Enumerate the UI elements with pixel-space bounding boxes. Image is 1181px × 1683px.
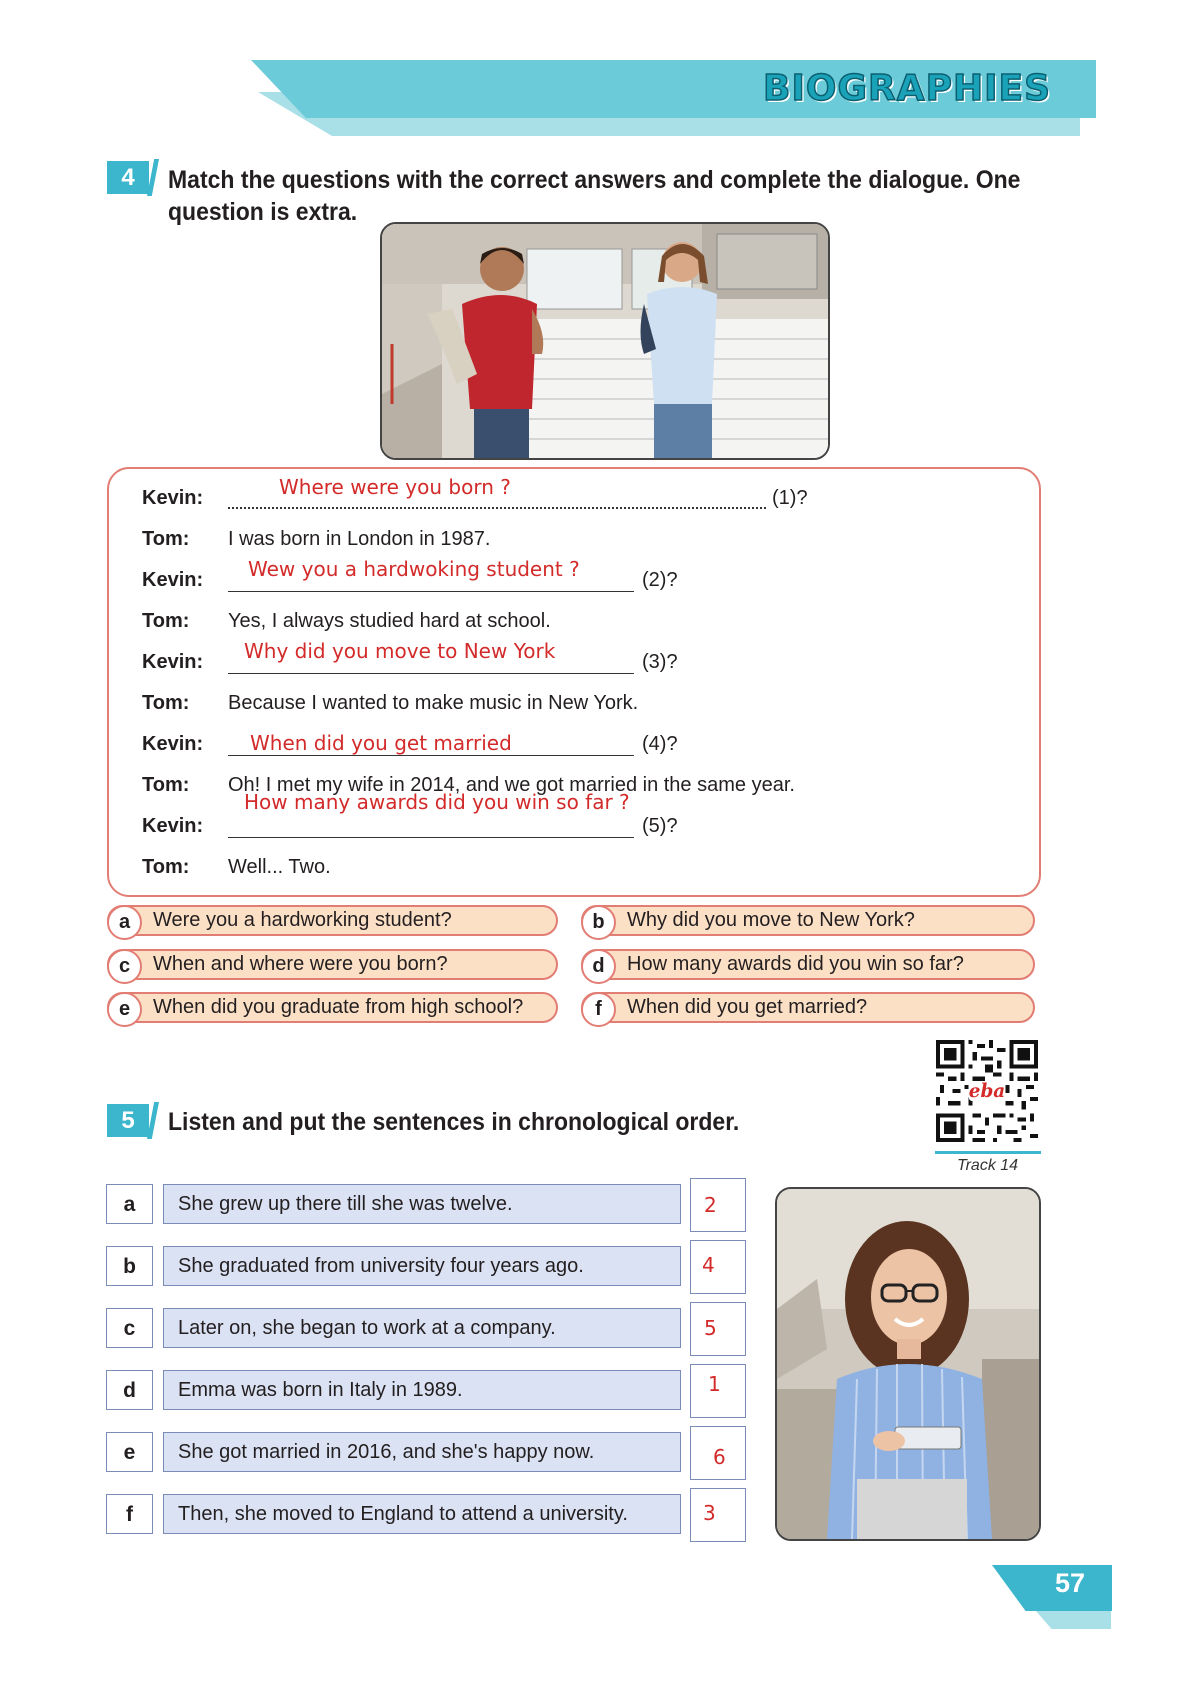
dialogue-box: [107, 467, 1041, 897]
speaker-label: Tom:: [142, 692, 190, 714]
sentence-text: She grew up there till she was twelve.: [163, 1184, 681, 1224]
speaker-label: Tom:: [142, 528, 190, 550]
exercise-4-instruction: Match the questions with the correct answers and complete the dialogue. One question is extra.: [168, 166, 1021, 226]
speaker-label: Kevin:: [142, 651, 204, 673]
dialogue-text: Well... Two.: [228, 856, 331, 878]
woman-with-tablet-photo: [775, 1187, 1041, 1541]
handwritten-order: 6: [713, 1445, 726, 1469]
dialogue-text: Because I wanted to make music in New York.: [228, 692, 639, 714]
track-label: Track 14: [957, 1157, 1019, 1174]
page-title: BIOGRAPHIES: [763, 68, 1051, 109]
qr-code-icon[interactable]: [936, 1040, 1038, 1142]
track-underline: [935, 1151, 1041, 1154]
sentence-text: Emma was born in Italy in 1989.: [163, 1370, 681, 1410]
exercise-5-badge: [107, 1104, 157, 1137]
sentence-text: She got married in 2016, and she's happy now.: [163, 1432, 681, 1472]
handwritten-order: 1: [708, 1372, 721, 1396]
option-letter: c: [107, 949, 142, 984]
blank-number: (5)?: [642, 815, 678, 837]
order-answer-box[interactable]: [690, 1488, 746, 1542]
option-letter: f: [581, 992, 616, 1027]
order-answer-box[interactable]: [690, 1302, 746, 1356]
sentence-letter: b: [106, 1246, 153, 1286]
handwritten-order: 4: [702, 1253, 715, 1277]
option-text: When did you get married?: [627, 996, 868, 1018]
sentence-letter: a: [106, 1184, 153, 1224]
handwritten-answer: When did you get married: [250, 731, 512, 755]
speaker-label: Tom:: [142, 610, 190, 632]
exercise-5-instruction: Listen and put the sentences in chronological order.: [168, 1108, 740, 1136]
option-text: When and where were you born?: [153, 953, 448, 975]
dialogue-text: I was born in London in 1987.: [228, 528, 491, 550]
page-number: 57: [1054, 1568, 1086, 1598]
option-letter: b: [581, 905, 616, 940]
blank-number: (2)?: [642, 569, 678, 591]
handwritten-order: 5: [704, 1316, 717, 1340]
speaker-label: Kevin:: [142, 487, 204, 509]
handwritten-order: 3: [703, 1501, 716, 1525]
exercise-4-badge: [107, 161, 157, 194]
exercise-number: 5: [107, 1104, 149, 1137]
order-answer-box[interactable]: [690, 1240, 746, 1294]
option-c[interactable]: [107, 949, 558, 980]
sentence-letter: c: [106, 1308, 153, 1348]
speaker-label: Tom:: [142, 856, 190, 878]
option-b[interactable]: [581, 905, 1035, 936]
speaker-label: Kevin:: [142, 815, 204, 837]
sentence-text: Later on, she began to work at a company.: [163, 1308, 681, 1348]
handwritten-answer: Where were you born ?: [279, 475, 511, 499]
handwritten-answer: Wew you a hardwoking student ?: [248, 557, 580, 581]
sentence-letter: d: [106, 1370, 153, 1410]
option-text: When did you graduate from high school?: [153, 996, 524, 1018]
speaker-label: Tom:: [142, 774, 190, 796]
blank-number: (3)?: [642, 651, 678, 673]
speaker-label: Kevin:: [142, 569, 204, 591]
sentence-letter: f: [106, 1494, 153, 1534]
option-letter: e: [107, 992, 142, 1027]
sentence-text: Then, she moved to England to attend a university.: [163, 1494, 681, 1534]
answer-blank[interactable]: [228, 815, 634, 838]
exercise-number: 4: [107, 161, 149, 194]
option-text: How many awards did you win so far?: [627, 953, 964, 975]
option-f[interactable]: [581, 992, 1035, 1023]
option-a[interactable]: [107, 905, 558, 936]
option-d[interactable]: [581, 949, 1035, 980]
blank-number: (1)?: [772, 487, 808, 509]
dialogue-text: Yes, I always studied hard at school.: [228, 610, 551, 632]
option-e[interactable]: [107, 992, 558, 1023]
order-answer-box[interactable]: [690, 1178, 746, 1232]
dialogue-text: Oh! I met my wife in 2014, and we got married in the same year.: [228, 774, 795, 796]
handwritten-order: 2: [704, 1193, 717, 1217]
handwritten-answer: Why did you move to New York: [244, 639, 556, 663]
blank-number: (4)?: [642, 733, 678, 755]
sentence-text: She graduated from university four years ago.: [163, 1246, 681, 1286]
option-text: Were you a hardworking student?: [153, 909, 452, 931]
handwritten-answer: How many awards did you win so far ?: [244, 790, 630, 814]
sentence-letter: e: [106, 1432, 153, 1472]
eba-logo: eba: [968, 1081, 1006, 1103]
option-letter: d: [581, 949, 616, 984]
option-text: Why did you move to New York?: [627, 909, 915, 931]
speaker-label: Kevin:: [142, 733, 204, 755]
two-students-photo: [380, 222, 830, 460]
option-letter: a: [107, 905, 142, 940]
